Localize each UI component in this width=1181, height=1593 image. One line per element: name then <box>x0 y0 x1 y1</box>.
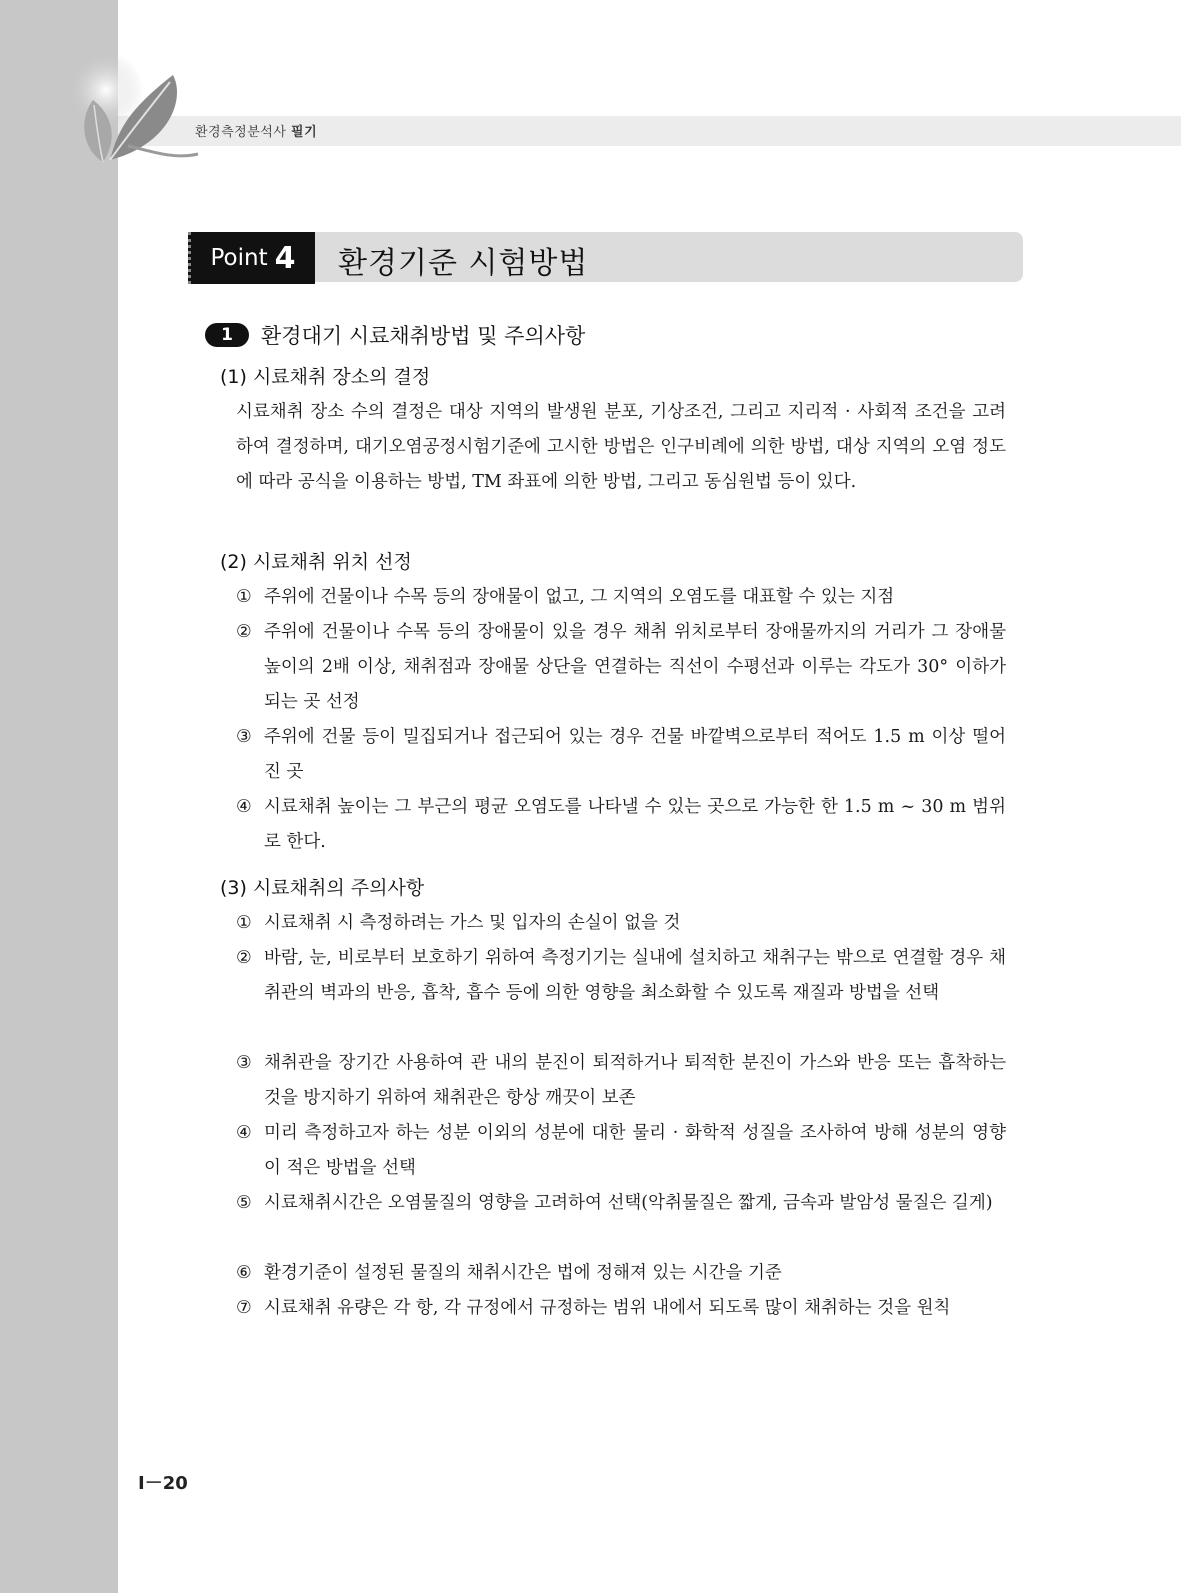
list-item <box>236 1046 1006 1116</box>
list-item <box>236 941 1006 1011</box>
subsection-1-heading: (1) 시료채취 장소의 결정 <box>220 366 431 388</box>
list-item-text: 시료채취 유량은 각 항, 각 규정에서 규정하는 범위 내에서 되도록 많이 채취하는 것을 원칙 <box>264 1298 951 1318</box>
list-item-number: ② <box>236 622 252 642</box>
list-item-number: ⑤ <box>236 1193 252 1213</box>
list-item-text: 주위에 건물 등이 밀집되거나 접근되어 있는 경우 건물 바깥벽으로부터 적어도 1.5 m 이상 떨어진 곳 <box>264 727 1006 782</box>
list-item <box>236 790 1006 860</box>
point-number: 4 <box>274 240 296 276</box>
point-title: 환경기준 시험방법 <box>338 246 589 281</box>
list-item <box>236 906 1006 941</box>
list-item-text: 채취관을 장기간 사용하여 관 내의 분진이 퇴적하거나 퇴적한 분진이 가스와 반응 또는 흡착하는 것을 방지하기 위하여 채취관은 항상 깨끗이 보존 <box>264 1053 1006 1108</box>
list-item-number: ④ <box>236 1123 252 1143</box>
list-item-text: 미리 측정하고자 하는 성분 이외의 성분에 대한 물리 · 화학적 성질을 조사하여 방해 성분의 영향이 적은 방법을 선택 <box>264 1123 1006 1178</box>
list-item-text: 시료채취 시 측정하려는 가스 및 입자의 손실이 없을 것 <box>264 913 681 933</box>
leaf-logo-icon <box>58 50 218 180</box>
running-head-part: 필기 <box>291 125 318 140</box>
list-item-number: ④ <box>236 797 252 817</box>
subsection-3-heading: (3) 시료채취의 주의사항 <box>220 877 425 899</box>
running-head-book: 환경측정분석사 <box>195 125 287 140</box>
list-item-text: 바람, 눈, 비로부터 보호하기 위하여 측정기기는 실내에 설치하고 채취구는 밖으로 연결할 경우 채취관의 벽과의 반응, 흡착, 흡수 등에 의한 영향을 최소화할 수 있도록 재질과 방법을 선택 <box>264 948 1006 1003</box>
running-head <box>195 121 317 140</box>
point-label: Point <box>210 245 268 271</box>
list-item-text: 시료채취 높이는 그 부근의 평균 오염도를 나타낼 수 있는 곳으로 가능한 한 1.5 m ~ 30 m 범위로 한다. <box>264 797 1006 852</box>
list-item <box>236 580 1006 615</box>
subsection-1-text: 시료채취 장소 수의 결정은 대상 지역의 발생원 분포, 기상조건, 그리고 지리적 · 사회적 조건을 고려하여 결정하며, 대기오염공정시험기준에 고시한 방법은 인구비례에 의한 방법, 대상 지역의 오염 정도에 따라 공식을 이용하는 방법, TM 좌표에 의한 방법, 그리고 동심원법 등이 있다. <box>236 402 1006 492</box>
section-title: 환경대기 시료채취방법 및 주의사항 <box>261 324 586 348</box>
list-item-number: ⑥ <box>236 1263 252 1283</box>
left-margin-strip <box>0 0 118 1593</box>
list-item-text: 시료채취시간은 오염물질의 영향을 고려하여 선택(악취물질은 짧게, 금속과 발암성 물질은 길게) <box>264 1193 993 1213</box>
list-item-number: ③ <box>236 727 252 747</box>
list-item-number: ② <box>236 948 252 968</box>
list-item <box>236 1116 1006 1186</box>
list-item-number: ① <box>236 913 252 933</box>
section-number-badge: 1 <box>205 323 249 347</box>
section-heading <box>205 320 585 350</box>
list-item-number: ① <box>236 587 252 607</box>
list-item <box>236 1186 1006 1221</box>
list-item <box>236 1291 1006 1326</box>
list-item-text: 주위에 건물이나 수목 등의 장애물이 없고, 그 지역의 오염도를 대표할 수 있는 지점 <box>264 587 895 607</box>
list-item-number: ③ <box>236 1053 252 1073</box>
point-label-box <box>188 232 315 284</box>
list-item-text: 주위에 건물이나 수목 등의 장애물이 있을 경우 채취 위치로부터 장애물까지의 거리가 그 장애물 높이의 2배 이상, 채취점과 장애물 상단을 연결하는 직선이 수평선과 이루는 각도가 30° 이하가 되는 곳 선정 <box>264 622 1006 712</box>
list-item <box>236 1256 1006 1291</box>
list-item-number: ⑦ <box>236 1298 252 1318</box>
list-item <box>236 720 1006 790</box>
subsection-2-heading: (2) 시료채취 위치 선정 <box>220 551 412 573</box>
list-item <box>236 615 1006 720</box>
list-item-text: 환경기준이 설정된 물질의 채취시간은 법에 정해져 있는 시간을 기준 <box>264 1263 782 1283</box>
page-number: I－20 <box>138 1473 188 1494</box>
